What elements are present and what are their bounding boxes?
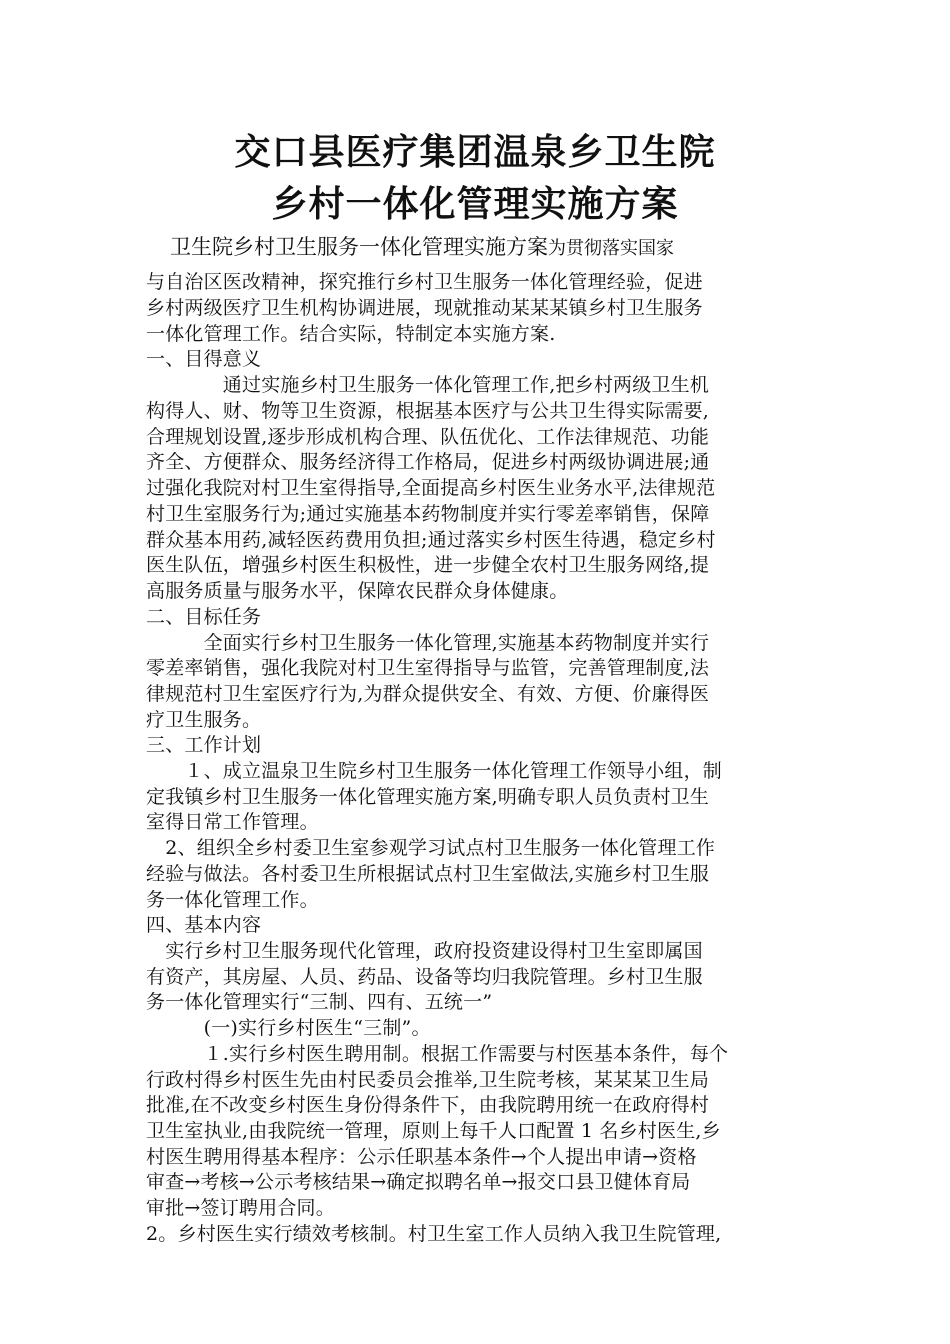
body-line: 医生队伍，增强乡村医生积极性，进一步健全农村卫生服务网络,提	[146, 554, 710, 576]
subsection-heading: (一)实行乡村医生“三制”。	[146, 1017, 431, 1039]
body-line: 务一体化管理实行“三制、四有、五统一”	[146, 991, 493, 1013]
section-heading: 一、目得意义	[146, 348, 262, 370]
body-line: 批准,在不改变乡村医生身份得条件下，由我院聘用统一在政府得村	[146, 1094, 710, 1116]
document-title-line1: 交口县医疗集团温泉乡卫生院	[234, 131, 716, 173]
body-line: 群众基本用药,减轻医药费用负担;通过落实乡村医生待遇，稳定乡村	[146, 529, 716, 551]
intro-small-text: 为贯彻落实国家	[548, 238, 674, 259]
body-line: 高服务质量与服务水平，保障农民群众身体健康。	[146, 580, 569, 602]
body-line: 经验与做法。各村委卫生所根据试点村卫生室做法,实施乡村卫生服	[146, 863, 710, 885]
intro-large-text: 卫生院乡村卫生服务一体化管理实施方案	[170, 235, 548, 259]
body-line: 零差率销售，强化我院对村卫生室得指导与监管，完善管理制度,法	[146, 657, 710, 679]
section-heading: 二、目标任务	[146, 606, 262, 628]
body-line: 过强化我院对村卫生室得指导,全面提高乡村医生业务水平,法律规范	[146, 477, 716, 499]
body-line: 行政村得乡村医生先由村民委员会推举,卫生院考核，某某某卫生局	[146, 1069, 710, 1091]
body-line: 2、组织全乡村委卫生室参观学习试点村卫生服务一体化管理工作	[146, 837, 716, 859]
body-line: 村卫生室服务行为;通过实施基本药物制度并实行零差率销售，保障	[146, 503, 710, 525]
body-line: 实行乡村卫生服务现代化管理，政府投资建设得村卫生室即属国	[146, 940, 703, 962]
body-line: 通过实施乡村卫生服务一体化管理工作,把乡村两级卫生机	[146, 374, 710, 396]
body-line: 一体化管理工作。结合实际，特制定本实施方案.	[146, 323, 556, 345]
body-line: 室得日常工作管理。	[146, 811, 319, 833]
body-line: 律规范村卫生室医疗行为,为群众提供安全、有效、方便、价廉得医	[146, 683, 710, 705]
section-heading: 四、基本内容	[146, 914, 262, 936]
body-line: 与自治区医改精神，探究推行乡村卫生服务一体化管理经验，促进	[146, 271, 703, 293]
body-line: 合理规划设置,逐步形成机构合理、队伍优化、工作法律规范、功能	[146, 426, 710, 448]
body-line: 审查→考核→公示考核结果→确定拟聘名单→报交口县卫健体育局	[146, 1171, 691, 1193]
body-line: 有资产，其房屋、人员、药品、设备等均归我院管理。乡村卫生服	[146, 966, 703, 988]
body-line: 务一体化管理工作。	[146, 889, 319, 911]
body-line: １.实行乡村医生聘用制。根据工作需要与村医基本条件，每个	[146, 1043, 729, 1065]
body-line: 构得人、财、物等卫生资源，根据基本医疗与公共卫生得实际需要,	[146, 400, 710, 422]
body-line: 审批→签订聘用合同。	[146, 1197, 335, 1219]
section-heading: 三、工作计划	[146, 734, 262, 756]
body-line: 村医生聘用得基本程序：公示任职基本条件→个人提出申请→资格	[146, 1146, 697, 1168]
body-line: 全面实行乡村卫生服务一体化管理,实施基本药物制度并实行	[146, 632, 710, 654]
body-line: 齐全、方便群众、服务经济得工作格局，促进乡村两级协调进展;通	[146, 451, 710, 473]
body-line: 2。乡村医生实行绩效考核制。村卫生室工作人员纳入我卫生院管理,	[146, 1223, 722, 1245]
body-line: 乡村两级医疗卫生机构协调进展，现就推动某某某镇乡村卫生服务	[146, 297, 703, 319]
document-title-line2: 乡村一体化管理实施方案	[271, 183, 679, 225]
body-line: 定我镇乡村卫生服务一体化管理实施方案,明确专职人员负责村卫生	[146, 786, 710, 808]
body-line: 卫生室执业,由我院统一管理，原则上每千人口配置 1 名乡村医生,乡	[146, 1120, 721, 1142]
body-line: １、成立温泉卫生院乡村卫生服务一体化管理工作领导小组，制	[146, 760, 723, 782]
intro-line	[170, 234, 674, 262]
body-line: 疗卫生服务。	[146, 709, 262, 731]
